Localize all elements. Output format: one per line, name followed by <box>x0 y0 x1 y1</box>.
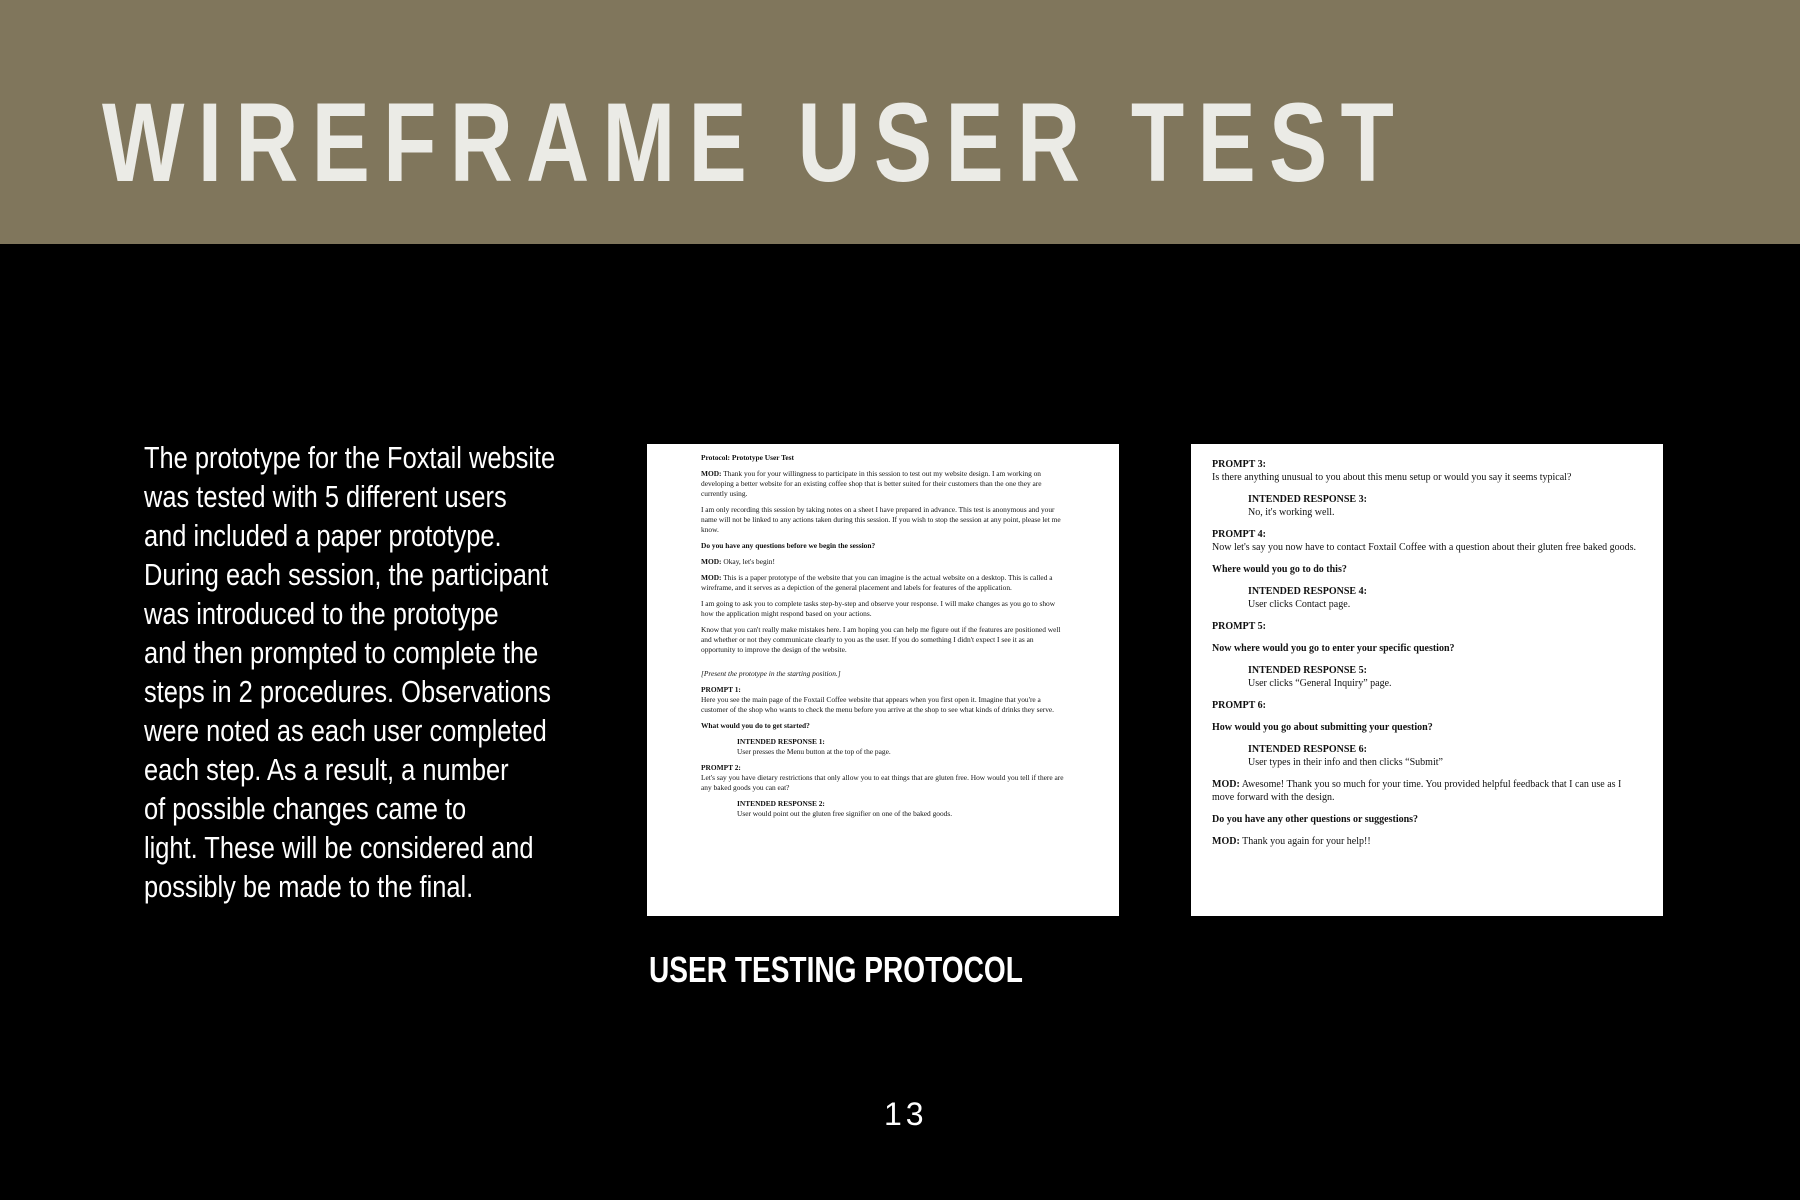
doc-prompt: PROMPT 6: <box>1212 700 1266 711</box>
doc-prompt: PROMPT 1: Here you see the main page of the Foxtail Coffee website that appears when you first open it. Imagine that you're a customer of the shop who wants to check the menu before you arrive at the shop to see what kinds of drinks they serve. <box>701 685 1055 714</box>
doc-question: How would you go about submitting your question? <box>1212 722 1433 733</box>
page-number: 13 <box>884 1096 928 1132</box>
doc-question: Do you have any other questions or suggestions? <box>1212 814 1419 825</box>
page-title: WIREFRAME USER TEST <box>102 80 1408 205</box>
protocol-page-1 <box>647 444 1119 916</box>
doc-intended-response: INTENDED RESPONSE 5: User clicks “General Inquiry” page. <box>1248 665 1392 689</box>
header-band <box>0 0 1800 244</box>
intro-line: each step. As a result, a number <box>144 752 509 787</box>
doc-question: Do you have any questions before we begin the session? <box>701 541 876 550</box>
doc-paragraph: MOD: Thank you for your willingness to participate in this session to test out my website design. I am working on developing a better website for an existing coffee shop that is better suited for their customers than the one they are currently using. <box>701 469 1042 498</box>
doc-prompt: PROMPT 4: Now let's say you now have to contact Foxtail Coffee with a question about their gluten free baked goods. <box>1212 529 1637 553</box>
intro-line: and included a paper prototype. <box>144 518 502 553</box>
intro-line: was tested with 5 different users <box>144 479 507 514</box>
intro-line: was introduced to the prototype <box>144 596 499 631</box>
doc-intended-response: INTENDED RESPONSE 4: User clicks Contact page. <box>1248 586 1367 610</box>
doc-question: Now where would you go to enter your specific question? <box>1212 643 1455 654</box>
intro-line: and then prompted to complete the <box>144 635 539 670</box>
doc-heading: Protocol: Prototype User Test <box>701 453 794 462</box>
protocol-page-2 <box>1191 444 1663 916</box>
doc-paragraph: MOD: Awesome! Thank you so much for your time. You provided helpful feedback that I can use as I move forward with the design. <box>1212 779 1622 803</box>
caption-user-testing-protocol: USER TESTING PROTOCOL <box>649 949 1023 990</box>
doc-prompt: PROMPT 2: Let's say you have dietary restrictions that only allow you to eat things that are gluten free. How would you tell if there are any baked goods you can eat? <box>701 763 1064 792</box>
doc-intended-response: INTENDED RESPONSE 2: User would point out the gluten free signifier on one of the baked goods. <box>737 799 953 818</box>
doc-intended-response: INTENDED RESPONSE 6: User types in their info and then clicks “Submit” <box>1248 744 1443 768</box>
intro-line: possibly be made to the final. <box>144 869 474 904</box>
intro-line: were noted as each user completed <box>144 713 547 748</box>
doc-paragraph: MOD: Okay, let's begin! <box>701 557 775 566</box>
doc-intended-response: INTENDED RESPONSE 3: No, it's working well. <box>1248 494 1367 518</box>
doc-paragraph: Know that you can't really make mistakes here. I am hoping you can help me figure out if the features are positioned well and whether or not they communicate clearly to you as the user. If you do something I didn't expect I see it as an opportunity to improve the design of the website. <box>701 625 1061 654</box>
doc-question: What would you do to get started? <box>701 721 810 730</box>
intro-line: of possible changes came to <box>144 791 467 826</box>
doc-paragraph: I am only recording this session by taking notes on a sheet I have prepared in advance. This test is anonymous and your name will not be linked to any actions taken during this session. If you wish to stop the session at any point, please let me know. <box>701 505 1061 534</box>
intro-paragraph <box>144 438 570 906</box>
intro-line: steps in 2 procedures. Observations <box>144 674 551 709</box>
doc-prompt: PROMPT 3: Is there anything unusual to you about this menu setup or would you say it seems typical? <box>1212 459 1572 483</box>
doc-prompt: PROMPT 5: <box>1212 621 1266 632</box>
intro-line: light. These will be considered and <box>144 830 534 865</box>
doc-paragraph: I am going to ask you to complete tasks step-by-step and observe your response. I will make changes as you go to show how the application might respond based on your actions. <box>701 599 1056 618</box>
doc-paragraph: MOD: Thank you again for your help!! <box>1212 836 1371 847</box>
doc-note: [Present the prototype in the starting position.] <box>701 669 841 678</box>
doc-intended-response: INTENDED RESPONSE 1: User presses the Menu button at the top of the page. <box>737 737 891 756</box>
doc-paragraph: MOD: This is a paper prototype of the website that you can imagine is the actual website on a desktop. This is called a wireframe, and it serves as a depiction of the general placement and labels for features of the application. <box>701 573 1053 592</box>
doc-question: Where would you go to do this? <box>1212 564 1347 575</box>
intro-line: During each session, the participant <box>144 557 549 592</box>
intro-line: The prototype for the Foxtail website <box>144 440 556 475</box>
